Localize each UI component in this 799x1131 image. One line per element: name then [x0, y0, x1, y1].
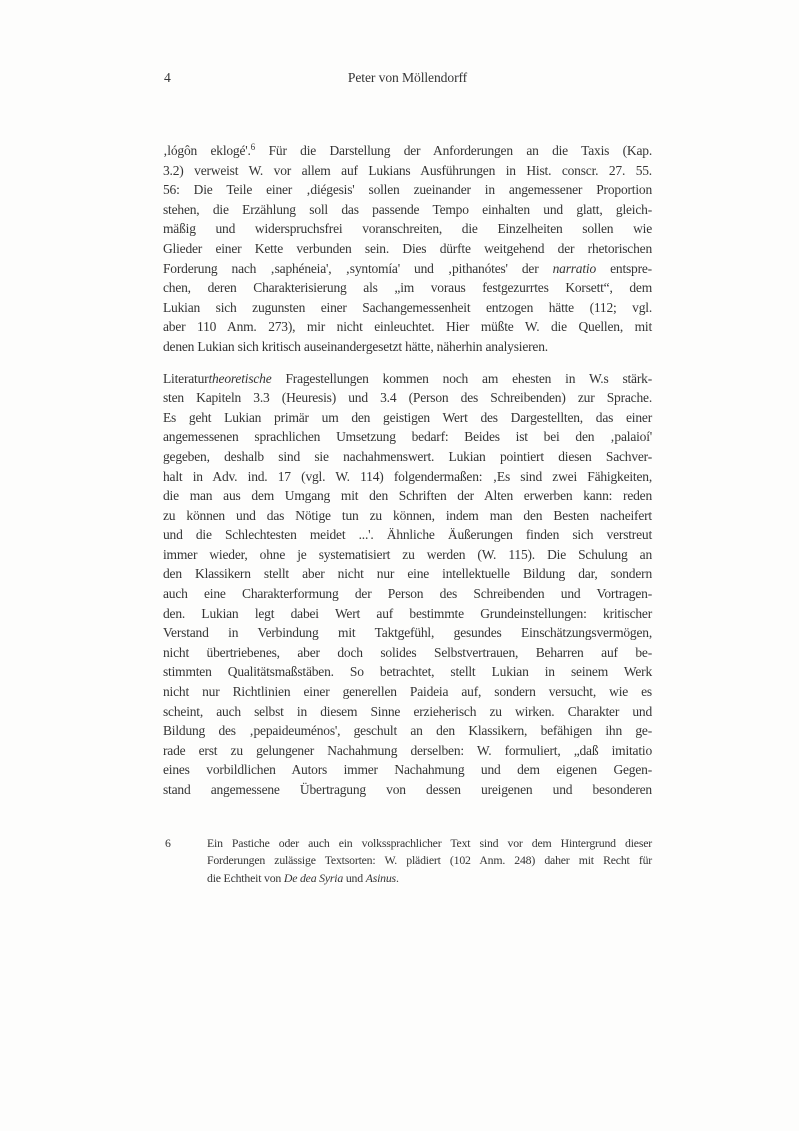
text-segment: und	[343, 870, 366, 885]
text-segment: Forderungen zulässige Textsorten: W. plädiert (102 Anm. 248) daher mit Recht für	[207, 853, 652, 868]
text-line	[163, 298, 652, 318]
text-line	[163, 408, 652, 428]
text-segment: aber 110 Anm. 273), mir nicht einleuchtet. Hier müßte W. die Quellen, mit	[163, 319, 652, 335]
text-segment: entspre-	[596, 260, 652, 276]
footnote	[165, 835, 652, 887]
text-line	[163, 388, 652, 408]
text-line	[163, 604, 652, 624]
text-segment: immer wieder, ohne je systematisiert zu werden (W. 115). Die Schulung an	[163, 546, 652, 562]
text-segment: den Klassikern stellt aber nicht nur eine intellektuelle Bildung dar, sondern	[163, 566, 652, 582]
text-segment: stand angemessene Übertragung von dessen ureigenen und besonderen	[163, 782, 652, 797]
text-line	[163, 317, 652, 337]
text-line	[207, 835, 652, 852]
text-segment: scheint, auch selbst in diesem Sinne erzieherisch zu wirken. Charakter und	[163, 703, 652, 719]
text-line	[163, 161, 652, 181]
text-segment: chen, deren Charakterisierung als „im voraus festgezurrtes Korsett“, dem	[163, 280, 652, 296]
text-line	[163, 486, 652, 506]
text-line	[163, 741, 652, 761]
text-segment: Forderung nach ‚saphéneia', ‚syntomía' und ‚pithanótes' der	[163, 260, 553, 276]
paragraph-2	[163, 369, 652, 800]
text-line	[163, 369, 652, 389]
text-segment: und die Schlechtesten meidet ...'. Ähnliche Äußerungen finden sich verstreut	[163, 527, 652, 543]
text-segment: die man aus dem Umgang mit den Schriften der Alten erwerben kann: reden	[163, 488, 652, 504]
text-line	[163, 200, 652, 220]
text-segment: eines vorbildlichen Autors immer Nachahmung und dem eigenen Gegen-	[163, 762, 652, 778]
text-line	[163, 219, 652, 239]
paragraph-1	[163, 141, 652, 357]
text-line	[163, 141, 652, 161]
text-line	[163, 278, 652, 298]
text-line	[163, 584, 652, 604]
text-segment: stehen, die Erzählung soll das passende Tempo einhalten und glatt, gleich-	[163, 201, 652, 217]
italic-text: Asinus	[365, 870, 396, 885]
text-line	[163, 682, 652, 702]
text-line	[163, 239, 652, 259]
text-line	[163, 337, 652, 357]
text-segment: nicht übertriebenes, aber doch solides Selbstvertrauen, Beharren auf be-	[163, 644, 652, 660]
text-segment: Ein Pastiche oder auch ein volkssprachlicher Text sind vor dem Hintergrund dieser	[207, 836, 652, 850]
text-line	[207, 852, 652, 869]
text-segment: 56: Die Teile einer ‚diégesis' sollen zueinander in angemessener Proportion	[163, 182, 652, 198]
text-segment: den. Lukian legt dabei Wert auf bestimmte Grundeinstellungen: kritischer	[163, 605, 652, 621]
text-line	[163, 564, 652, 584]
footnote-reference: 6	[250, 142, 256, 152]
text-segment: angemessenen sprachlichen Umsetzung bedarf: Beides ist bei den ‚palaioí'	[163, 429, 652, 445]
running-head: Peter von Möllendorff	[347, 70, 468, 85]
text-line	[163, 721, 652, 741]
text-segment: gegeben, deshalb sind sie nachahmenswert. Lukian pointiert diesen Sachver-	[163, 448, 652, 464]
text-segment: rade erst zu gelungener Nachahmung derselben: W. formuliert, „daß imitatio	[163, 742, 652, 758]
text-segment: denen Lukian sich kritisch auseinandergesetzt hätte, näherhin analysieren.	[163, 338, 548, 354]
text-segment: Fragestellungen kommen noch am ehesten in W.s stärk-	[271, 370, 652, 386]
body-text	[163, 141, 652, 800]
text-line	[207, 870, 652, 887]
footnote-text	[207, 835, 652, 887]
text-line	[163, 702, 652, 722]
text-line	[163, 662, 652, 682]
text-segment: nicht nur Richtlinien einer generellen Paideia auf, sondern versucht, wie es	[163, 684, 652, 700]
text-line	[163, 780, 652, 800]
text-line	[163, 760, 652, 780]
text-segment: halt in Adv. ind. 17 (vgl. W. 114) folgendermaßen: ‚Es sind zwei Fähigkeiten,	[163, 468, 652, 484]
text-segment: sten Kapiteln 3.3 (Heuresis) und 3.4 (Person des Schreibenden) zur Sprache.	[163, 390, 652, 406]
text-line	[163, 643, 652, 663]
text-line	[163, 623, 652, 643]
text-segment: Es geht Lukian primär um den geistigen Wert des Dargestellten, das einer	[163, 409, 652, 425]
text-line	[163, 447, 652, 467]
text-line	[163, 259, 652, 279]
text-segment: Bildung des ‚pepaideuménos', geschult an den Klassikern, befähigen ihn ge-	[163, 723, 652, 739]
text-line	[163, 427, 652, 447]
text-segment: 3.2) verweist W. vor allem auf Lukians Ausführungen in Hist. conscr. 27. 55.	[163, 162, 652, 178]
text-segment: mäßig und widerspruchsfrei voranschreiten, die Einzelheiten sollen wie	[163, 221, 652, 237]
text-line	[163, 506, 652, 526]
footnote-number: 6	[165, 836, 171, 850]
text-segment: Für die Darstellung der Anforderungen an die Taxis (Kap.	[255, 143, 652, 158]
text-segment: Lukian sich zugunsten einer Sachangemessenheit entzogen hätte (112; vgl.	[163, 299, 652, 315]
text-segment: .	[395, 870, 399, 885]
text-line	[163, 180, 652, 200]
text-line	[163, 545, 652, 565]
text-segment: Glieder einer Kette verbunden sein. Dies dürfte weitgehend der rhetorischen	[163, 240, 652, 256]
page-number: 4	[164, 70, 171, 85]
text-segment: Verstand in Verbindung mit Taktgefühl, gesundes Einschätzungsvermögen,	[163, 625, 652, 641]
italic-text: theoretische	[208, 370, 272, 386]
italic-text: De dea Syria	[283, 870, 344, 885]
text-segment: die Echtheit von	[207, 870, 284, 885]
text-segment: zu können und das Nötige tun zu können, indem man den Besten nacheifert	[163, 507, 652, 523]
text-line	[163, 525, 652, 545]
italic-text: narratio	[552, 260, 597, 276]
text-segment: stimmten Qualitätsmaßstäben. So betrachtet, stellt Lukian in seinem Werk	[163, 664, 652, 680]
text-segment: ‚lógôn eklogé'.	[163, 143, 251, 158]
page-header	[163, 69, 652, 87]
text-line	[163, 467, 652, 487]
text-segment: auch eine Charakterformung der Person des Schreibenden und Vortragen-	[163, 586, 652, 602]
text-segment: Literatur	[163, 370, 209, 386]
